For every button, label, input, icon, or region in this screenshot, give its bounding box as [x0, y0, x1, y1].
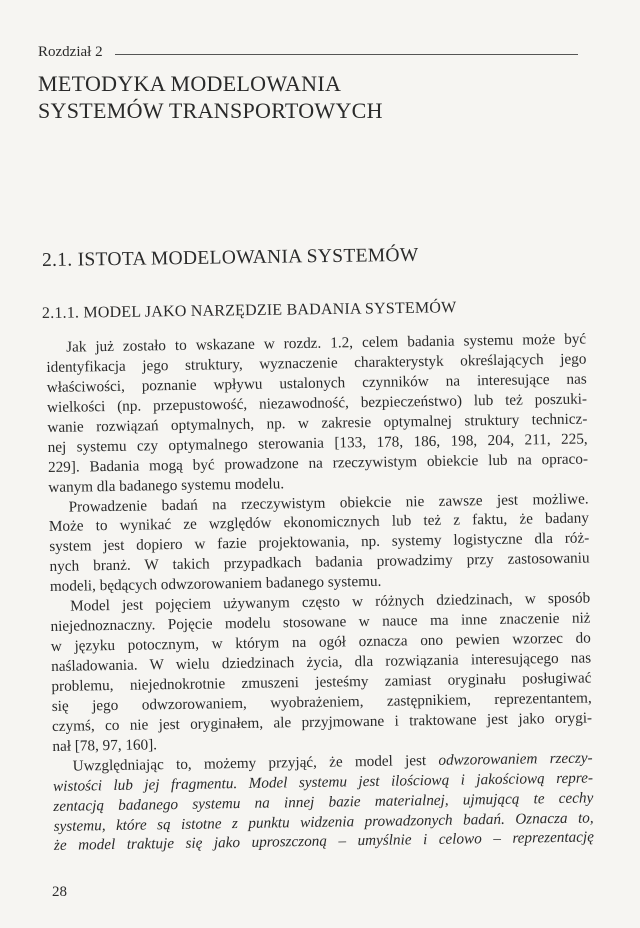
chapter-title-line: SYSTEMÓW TRANSPORTOWYCH [38, 98, 383, 123]
text-line: Model jest pojęciem używanym często w różnych dziedzinach, w sposób [70, 589, 591, 615]
italic-text: systemu, które są istotne z punktu widzenia prowadzonych badań. Oznacza to, [53, 808, 594, 835]
page-number: 28 [52, 884, 67, 900]
text-line: naśladowania. W wielu dziedzinach życia, dla rozwiązania interesującego nas [51, 649, 592, 675]
italic-text: zentacją badanego systemu na innej bazie materialnej, ujmującą te cechy [53, 789, 594, 815]
body-text [46, 330, 594, 857]
text-line: nych branż. W takich przypadkach badania prowadzimy przy zastosowaniu [49, 549, 590, 576]
chapter-header [38, 44, 578, 61]
subsection-title: 2.1.1. MODEL JAKO NARZĘDZIE BADANIA SYSTEMÓW [41, 299, 457, 322]
chapter-title [38, 70, 383, 124]
text-line: 229]. Badania mogą być prowadzone na rzeczywistym obiekcie lub na opraco- [47, 450, 589, 476]
text-line: wielkości (np. przepustowość, niezawodność, bezpieczeństwo) lub też poszuki- [46, 390, 588, 416]
text-line: wanie rozwiązań optymalnych, np. w zakresie optymalnej struktury technicz- [47, 410, 588, 436]
text-line: się jego odwzorowaniem, wyobrażeniem, zastępnikiem, reprezentantem, [51, 689, 592, 715]
chapter-rule [115, 54, 578, 55]
chapter-label: Rozdział 2 [38, 44, 103, 60]
section-title: 2.1. ISTOTA MODELOWANIA SYSTEMÓW [41, 244, 419, 271]
text-line: nej systemu czy optymalnego sterowania [133, 178, 186, 198, 204, 211, 225, [47, 430, 588, 456]
text-line: Prowadzenie badań na rzeczywistym obiekcie nie zawsze jest możliwe. [68, 489, 589, 516]
text-line: wanym dla badanego systemu modelu. [48, 474, 285, 496]
italic-text: wistości lub jej fragmentu. Model systemu jest ilościową i jakościową repre- [52, 769, 594, 795]
roman-text: Uwzględniając to, możemy przyjąć, że model jest [72, 751, 439, 775]
text-line: system jest dopiero w fazie projektowania, np. systemy logistyczne dla róż- [49, 529, 590, 556]
text-line: modeli, będących odwzorowaniem badanego systemu. [49, 573, 382, 596]
text-line: czymś, co nie jest oryginałem, ale przyjmowane i traktowane jest jako orygi- [51, 709, 593, 735]
italic-text: że model traktuje się jako uproszczoną – umyślnie i celowo – reprezentację [53, 828, 595, 855]
text-line: nał [78, 97, 160]. [52, 736, 158, 755]
text-line: niejednoznaczny. Pojęcie modelu stosowane w nauce ma inne znaczenie niż [50, 609, 591, 636]
text-line: w języku potocznym, w którym na ogół oznacza ono pewien wzorzec do [50, 629, 591, 656]
italic-text: odwzorowaniem rzeczy- [438, 749, 593, 769]
chapter-title-line: METODYKA MODELOWANIA [38, 71, 342, 96]
text-line: identyfikacja jego struktury, wyznaczenie charakterystyk określających jego [46, 350, 587, 376]
text-line: właściwości, poznanie wpływu ustalonych czynników na interesujące nas [46, 370, 587, 396]
text-line: Może to wynikać ze względów ekonomicznych lub też z faktu, że badany [48, 509, 590, 536]
text-line: Jak już zostało to wskazane w rozdz. 1.2, celem badania systemu może być [66, 330, 587, 356]
text-line: problemu, niejednokrotnie zmuszeni jesteśmy zamiast oryginału posługiwać [51, 669, 592, 695]
